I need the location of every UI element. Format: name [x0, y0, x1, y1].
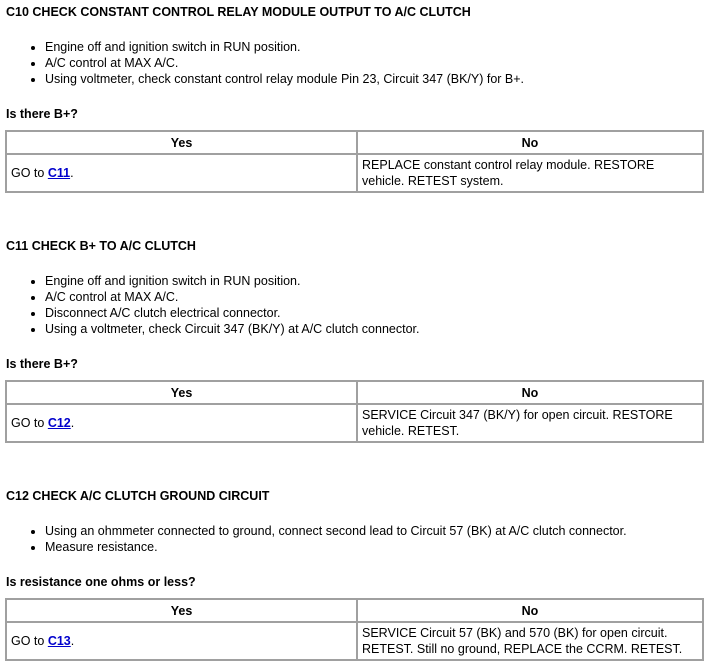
decision-table: [5, 380, 704, 443]
decision-table: [5, 130, 704, 193]
yes-suffix: .: [70, 634, 75, 648]
no-cell: [357, 404, 703, 442]
step-item: • Using voltmeter, check constant control relay module Pin 23, Circuit 347 (BK/Y) for B+.: [45, 71, 524, 87]
decision-question: Is there B+?: [6, 107, 78, 121]
no-cell: [357, 154, 703, 192]
no-cell: [357, 622, 703, 660]
decision-table: [5, 598, 704, 661]
goto-c13-link[interactable]: C13: [47, 634, 71, 648]
step-item: • Measure resistance.: [45, 539, 627, 555]
step-item: • A/C control at MAX A/C.: [45, 289, 419, 305]
section-heading: C12 CHECK A/C CLUTCH GROUND CIRCUIT: [6, 489, 270, 503]
yes-cell: [6, 404, 357, 442]
yes-header: Yes: [6, 599, 357, 622]
decision-question: Is there B+?: [6, 357, 78, 371]
yes-cell: [6, 154, 357, 192]
table-row: [6, 404, 703, 442]
table-header-row: [6, 599, 703, 622]
table-row: [6, 154, 703, 192]
yes-header: Yes: [6, 131, 357, 154]
step-item: • Engine off and ignition switch in RUN position.: [45, 39, 524, 55]
table-row: [6, 622, 703, 660]
no-text-line: vehicle. RETEST.: [362, 424, 460, 438]
step-list: [0, 523, 627, 555]
step-item: • Disconnect A/C clutch electrical connector.: [45, 305, 419, 321]
goto-c12-link[interactable]: C12: [47, 416, 71, 430]
table-header-row: [6, 131, 703, 154]
yes-suffix: .: [70, 416, 75, 430]
step-item: • A/C control at MAX A/C.: [45, 55, 524, 71]
yes-prefix: GO to: [11, 166, 48, 180]
section-heading: C10 CHECK CONSTANT CONTROL RELAY MODULE OUTPUT TO A/C CLUTCH: [6, 5, 471, 19]
step-item: • Using an ohmmeter connected to ground, connect second lead to Circuit 57 (BK) at A/C clutch connector.: [45, 523, 627, 539]
no-text-line: SERVICE Circuit 57 (BK) and 570 (BK) for open circuit.: [362, 626, 668, 640]
yes-suffix: .: [70, 166, 74, 180]
step-item: • Using a voltmeter, check Circuit 347 (BK/Y) at A/C clutch connector.: [45, 321, 419, 337]
table-header-row: [6, 381, 703, 404]
no-text-line: RETEST. Still no ground, REPLACE the CCRM. RETEST.: [362, 642, 683, 656]
no-header: No: [357, 381, 703, 404]
no-text-line: vehicle. RETEST system.: [362, 174, 504, 188]
step-list: [0, 39, 524, 87]
section-heading: C11 CHECK B+ TO A/C CLUTCH: [6, 239, 196, 253]
no-text-line: SERVICE Circuit 347 (BK/Y) for open circuit. RESTORE: [362, 408, 673, 422]
step-item: • Engine off and ignition switch in RUN position.: [45, 273, 419, 289]
yes-prefix: GO to: [11, 416, 48, 430]
yes-header: Yes: [6, 381, 357, 404]
yes-cell: [6, 622, 357, 660]
no-header: No: [357, 599, 703, 622]
step-list: [0, 273, 419, 337]
goto-c11-link[interactable]: C11: [47, 166, 71, 180]
yes-prefix: GO to: [11, 634, 48, 648]
no-header: No: [357, 131, 703, 154]
decision-question: Is resistance one ohms or less?: [6, 575, 196, 589]
no-text-line: REPLACE constant control relay module. RESTORE: [362, 158, 655, 172]
